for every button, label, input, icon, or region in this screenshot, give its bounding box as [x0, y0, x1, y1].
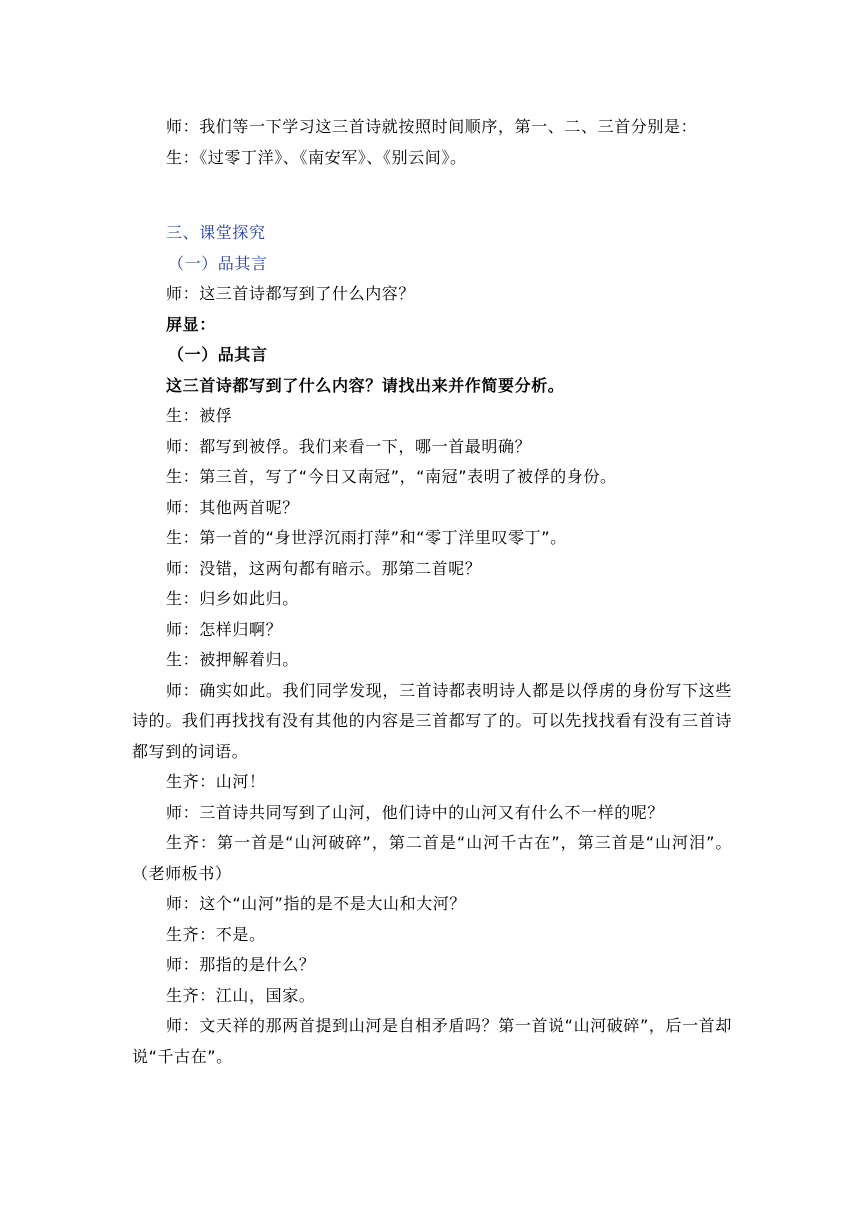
screen-label: 屏显：	[166, 314, 216, 334]
dialogue-line: 生：第一首的“身世浮沉雨打萍”和“零丁洋里叹零丁”。	[166, 528, 567, 547]
dialogue-line: 生齐：山河！	[166, 772, 266, 791]
section-heading: 三、课堂探究	[166, 223, 266, 242]
section-spacer	[132, 173, 732, 218]
paragraph-teacher-question: 师：这三首诗都写到了什么内容？	[166, 284, 416, 303]
dialogue-line: 生齐：第一首是“山河破碎”，第二首是“山河千古在”，第三首是“山河泪”。（老师板书）	[132, 833, 732, 883]
dialogue-line: 生：被俘	[166, 406, 233, 425]
dialogue-line: 师：三首诗共同写到了山河，他们诗中的山河又有什么不一样的呢？	[166, 802, 665, 822]
dialogue-line: 师：这个“山河”指的是不是大山和大河？	[166, 894, 466, 913]
dialogue-line: 生齐：江山，国家。	[166, 985, 316, 1005]
dialogue-line: 生：归乡如此归。	[166, 589, 299, 608]
dialogue-line: 师：确实如此。我们同学发现，三首诗都表明诗人都是以俘虏的身份写下这些诗的。我们再找找有没有其他的内容是三首都写了的。可以先找找看有没有三首诗都写到的词语。	[132, 680, 732, 761]
dialogue-line: 师：怎样归啊？	[166, 619, 283, 639]
screen-sub-heading: （一）品其言	[168, 345, 268, 364]
dialogue-line: 生：被押解着归。	[166, 650, 299, 669]
dialogue-line: 生：第三首，写了“今日又南冠”，“南冠”表明了被俘的身份。	[166, 467, 617, 486]
document-body	[132, 112, 732, 1072]
dialogue-line: 师：文天祥的那两首提到山河是自相矛盾吗？第一首说“山河破碎”，后一首却说“千古在”。	[132, 1016, 732, 1066]
dialogue-line: 生齐：不是。	[166, 924, 266, 944]
paragraph-teacher-order: 师：我们等一下学习这三首诗就按照时间顺序，第一、二、三首分别是：	[166, 117, 698, 136]
paragraph-student-titles: 生：《过零丁洋》、《南安军》、《别云间》。	[166, 147, 467, 167]
dialogue-line: 师：没错，这两句都有暗示。那第二首呢？	[166, 558, 482, 578]
dialogue-line: 师：其他两首呢？	[166, 497, 299, 517]
dialogue-line: 师：那指的是什么？	[166, 955, 316, 974]
dialogue-line: 师：都写到被俘。我们来看一下，哪一首最明确？	[166, 436, 532, 456]
sub-heading: （一）品其言	[168, 253, 268, 273]
screen-question: 这三首诗都写到了什么内容？请找出来并作简要分析。	[166, 375, 565, 395]
